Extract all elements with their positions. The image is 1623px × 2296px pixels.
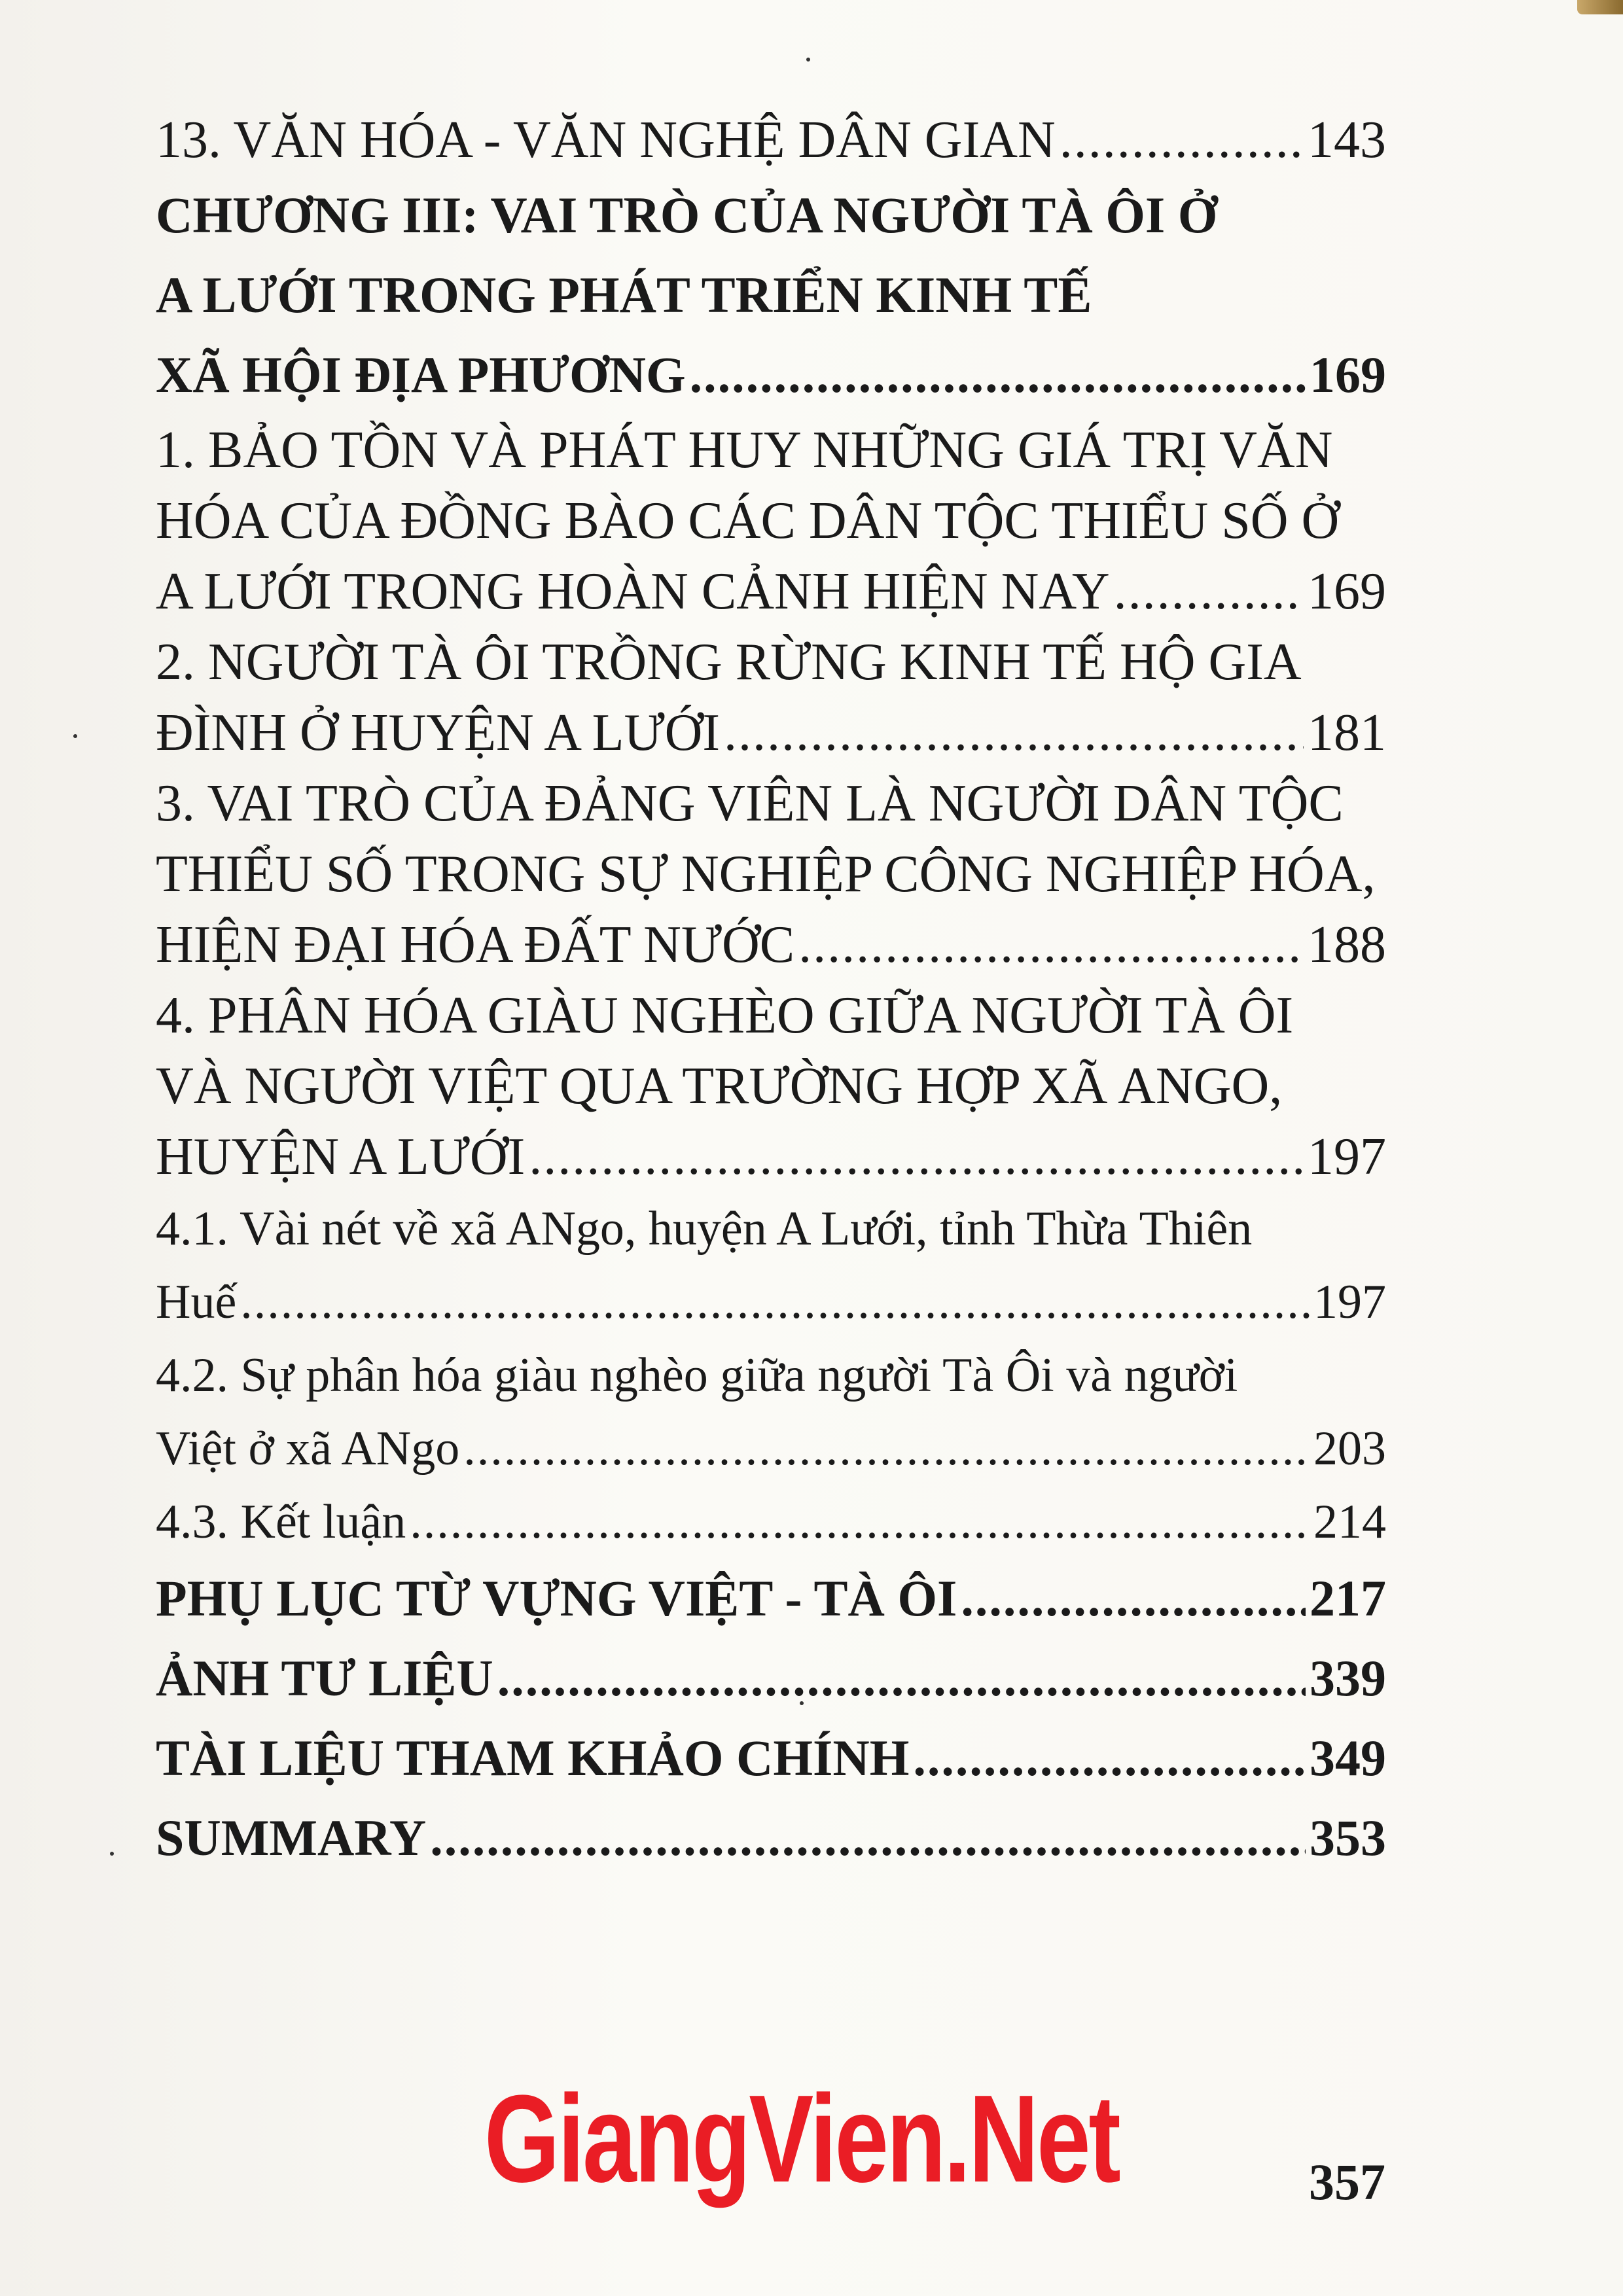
toc-entry-page: 169 <box>1308 563 1386 620</box>
table-of-contents <box>156 105 1386 1878</box>
page-number: 357 <box>1309 2153 1385 2210</box>
toc-entry <box>156 1638 1386 1718</box>
toc-entry-page: 339 <box>1310 1650 1386 1706</box>
toc-entry-row <box>156 556 1386 627</box>
toc-entry-line: 4.2. Sự phân hóa giàu nghèo giữa người Tà Ôi và người <box>156 1349 1238 1402</box>
toc-entry-row <box>156 1559 1386 1638</box>
toc-entry <box>156 1485 1386 1559</box>
dot-leader <box>1114 556 1304 627</box>
toc-entry-label: HUYỆN A LƯỚI <box>156 1128 526 1186</box>
toc-entry <box>156 1559 1386 1638</box>
toc-entry <box>156 1798 1386 1878</box>
toc-entry-page: 203 <box>1313 1422 1386 1475</box>
toc-entry-line: THIỂU SỐ TRONG SỰ NGHIỆP CÔNG NGHIỆP HÓA, <box>156 845 1376 903</box>
dot-leader <box>1060 105 1304 175</box>
dot-leader <box>529 1122 1304 1192</box>
toc-entry-label: Việt ở xã ANgo <box>156 1422 460 1475</box>
page-corner-mark <box>1577 0 1623 14</box>
toc-entry-row <box>156 1798 1386 1878</box>
toc-entry-row <box>156 910 1386 980</box>
toc-entry-label: ẢNH TƯ LIỆU <box>156 1650 493 1706</box>
toc-entry-page: 214 <box>1313 1495 1386 1549</box>
watermark: GiangVien.Net <box>484 2070 1119 2208</box>
toc-entry <box>156 415 1386 627</box>
toc-entry-line: 2. NGƯỜI TÀ ÔI TRỒNG RỪNG KINH TẾ HỘ GIA <box>156 633 1302 691</box>
toc-entry-label: ĐÌNH Ở HUYỆN A LƯỚI <box>156 704 720 762</box>
toc-entry-label: PHỤ LỤC TỪ VỰNG VIỆT - TÀ ÔI <box>156 1570 957 1627</box>
toc-entry-page: 217 <box>1310 1570 1386 1627</box>
toc-entry-line: 4.1. Vài nét về xã ANgo, huyện A Lưới, tỉnh Thừa Thiên <box>156 1202 1253 1256</box>
toc-entry-row <box>156 1265 1386 1339</box>
toc-entry <box>156 1339 1386 1485</box>
toc-entry-row <box>156 1638 1386 1718</box>
toc-entry-label: XÃ HỘI ĐỊA PHƯƠNG <box>156 346 686 403</box>
toc-entry-page: 181 <box>1308 704 1386 762</box>
toc-entry-page: 197 <box>1313 1275 1386 1329</box>
dot-leader <box>463 1412 1310 1485</box>
dot-leader <box>497 1638 1306 1718</box>
toc-entry-line: 4. PHÂN HÓA GIÀU NGHÈO GIỮA NGƯỜI TÀ ÔI <box>156 987 1294 1044</box>
toc-entry-page: 169 <box>1310 346 1386 403</box>
toc-entry <box>156 175 1386 415</box>
toc-entry-line: 1. BẢO TỒN VÀ PHÁT HUY NHỮNG GIÁ TRỊ VĂN <box>156 421 1333 479</box>
toc-entry-row <box>156 698 1386 768</box>
toc-entry-row <box>156 335 1386 415</box>
toc-entry-label: Huế <box>156 1275 237 1329</box>
toc-entry <box>156 1192 1386 1339</box>
toc-entry <box>156 1718 1386 1798</box>
dot-leader <box>724 698 1304 768</box>
toc-entry-label: A LƯỚI TRONG HOÀN CẢNH HIỆN NAY <box>156 563 1110 620</box>
toc-entry-label: 13. VĂN HÓA - VĂN NGHỆ DÂN GIAN <box>156 111 1056 169</box>
dot-leader <box>240 1265 1310 1339</box>
dot-leader <box>430 1798 1306 1878</box>
toc-entry <box>156 105 1386 175</box>
toc-entry <box>156 627 1386 768</box>
toc-entry-page: 349 <box>1310 1729 1386 1786</box>
toc-entry-label: HIỆN ĐẠI HÓA ĐẤT NƯỚC <box>156 916 795 974</box>
toc-entry-row <box>156 1718 1386 1798</box>
dot-leader <box>798 910 1304 980</box>
toc-entry-row <box>156 1412 1386 1485</box>
scan-speck <box>73 734 77 738</box>
toc-entry-row <box>156 105 1386 175</box>
toc-entry-page: 143 <box>1308 111 1386 169</box>
toc-entry-page: 353 <box>1310 1809 1386 1866</box>
toc-entry-line: CHƯƠNG III: VAI TRÒ CỦA NGƯỜI TÀ ÔI Ở <box>156 186 1218 243</box>
toc-entry-row <box>156 1485 1386 1559</box>
toc-entry <box>156 980 1386 1192</box>
toc-entry-label: SUMMARY <box>156 1809 427 1866</box>
scan-speck <box>800 1701 804 1705</box>
toc-entry-line: VÀ NGƯỜI VIỆT QUA TRƯỜNG HỢP XÃ ANGO, <box>156 1057 1283 1115</box>
toc-entry-line: A LƯỚI TRONG PHÁT TRIỂN KINH TẾ <box>156 266 1092 323</box>
dot-leader <box>410 1485 1310 1559</box>
scan-speck <box>806 58 810 62</box>
toc-entry-line: 3. VAI TRÒ CỦA ĐẢNG VIÊN LÀ NGƯỜI DÂN TỘC <box>156 775 1344 832</box>
toc-entry <box>156 768 1386 980</box>
dot-leader <box>961 1559 1306 1638</box>
toc-entry-row <box>156 1122 1386 1192</box>
scan-speck <box>110 1852 114 1856</box>
toc-entry-line: HÓA CỦA ĐỒNG BÀO CÁC DÂN TỘC THIỂU SỐ Ở <box>156 492 1340 550</box>
toc-entry-label: 4.3. Kết luận <box>156 1495 406 1549</box>
toc-entry-label: TÀI LIỆU THAM KHẢO CHÍNH <box>156 1729 910 1786</box>
dot-leader <box>690 335 1306 415</box>
toc-entry-page: 188 <box>1308 916 1386 974</box>
dot-leader <box>913 1718 1306 1798</box>
toc-entry-page: 197 <box>1308 1128 1386 1186</box>
